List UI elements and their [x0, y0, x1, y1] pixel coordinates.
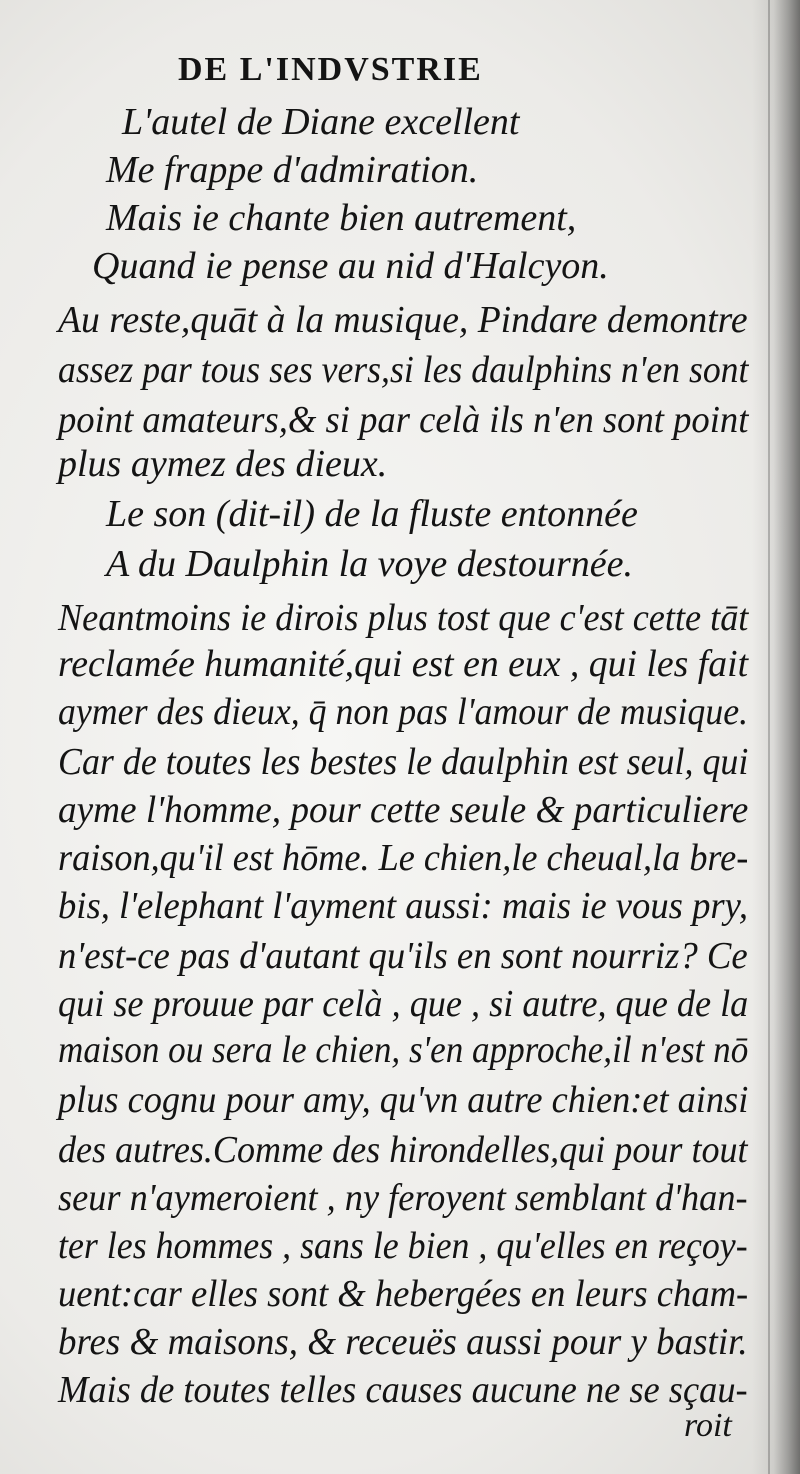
verse-line: L'autel de Diane excellent — [122, 101, 520, 143]
verse-line: Mais ie chante bien autrement, — [106, 197, 577, 239]
running-head: DE L'INDVSTRIE — [178, 51, 483, 88]
prose-line: raison,qu'il est hōme. Le chien,le cheual,la bre- — [58, 837, 749, 879]
prose-line: uent:car elles sont & hebergées en leurs cham- — [58, 1273, 749, 1315]
verse-line: Le son (dit-il) de la fluste entonnée — [106, 493, 638, 535]
prose-line: ter les hommes , sans le bien , qu'elles en reçoy- — [58, 1225, 748, 1267]
prose-line: assez par tous ses vers,si les daulphins n'en sont — [58, 349, 749, 391]
prose-line: aymer des dieux, q̄ non pas l'amour de musique. — [58, 691, 749, 733]
verse-line: Me frappe d'admiration. — [106, 149, 479, 191]
prose-line: maison ou sera le chien, s'en approche,il n'est nō — [58, 1029, 749, 1071]
verse-line: Quand ie pense au nid d'Halcyon. — [92, 245, 609, 287]
prose-line: ayme l'homme, pour cette seule & particuliere — [58, 789, 749, 831]
prose-line: seur n'aymeroient , ny feroyent semblant d'han- — [58, 1177, 748, 1219]
prose-line: Neantmoins ie dirois plus tost que c'est cette tāt — [58, 597, 749, 639]
prose-line: Au reste,quāt à la musique, Pindare demontre — [58, 299, 748, 341]
prose-line: point amateurs,& si par celà ils n'en sont point — [58, 399, 749, 441]
prose-line: des autres.Comme des hirondelles,qui pour tout — [58, 1129, 748, 1171]
prose-line: plus aymez des dieux. — [58, 443, 388, 485]
catchword: roit — [684, 1407, 732, 1444]
prose-line: bres & maisons, & receuës aussi pour y bastir. — [58, 1321, 748, 1363]
prose-line: Car de toutes les bestes le daulphin est seul, qui — [58, 741, 749, 783]
prose-line: qui se prouue par celà , que , si autre, que de la — [58, 983, 749, 1025]
verse-line: A du Daulphin la voye destournée. — [106, 543, 633, 585]
prose-line: bis, l'elephant l'ayment aussi: mais ie vous pry, — [58, 885, 749, 927]
prose-line: reclamée humanité,qui est en eux , qui les fait — [58, 643, 749, 685]
prose-line: plus cognu pour amy, qu'vn autre chien:et ainsi — [58, 1079, 749, 1121]
prose-line: n'est-ce pas d'autant qu'ils en sont nourriz? Ce — [58, 935, 748, 977]
prose-line: Mais de toutes telles causes aucune ne se sçau- — [58, 1369, 748, 1411]
